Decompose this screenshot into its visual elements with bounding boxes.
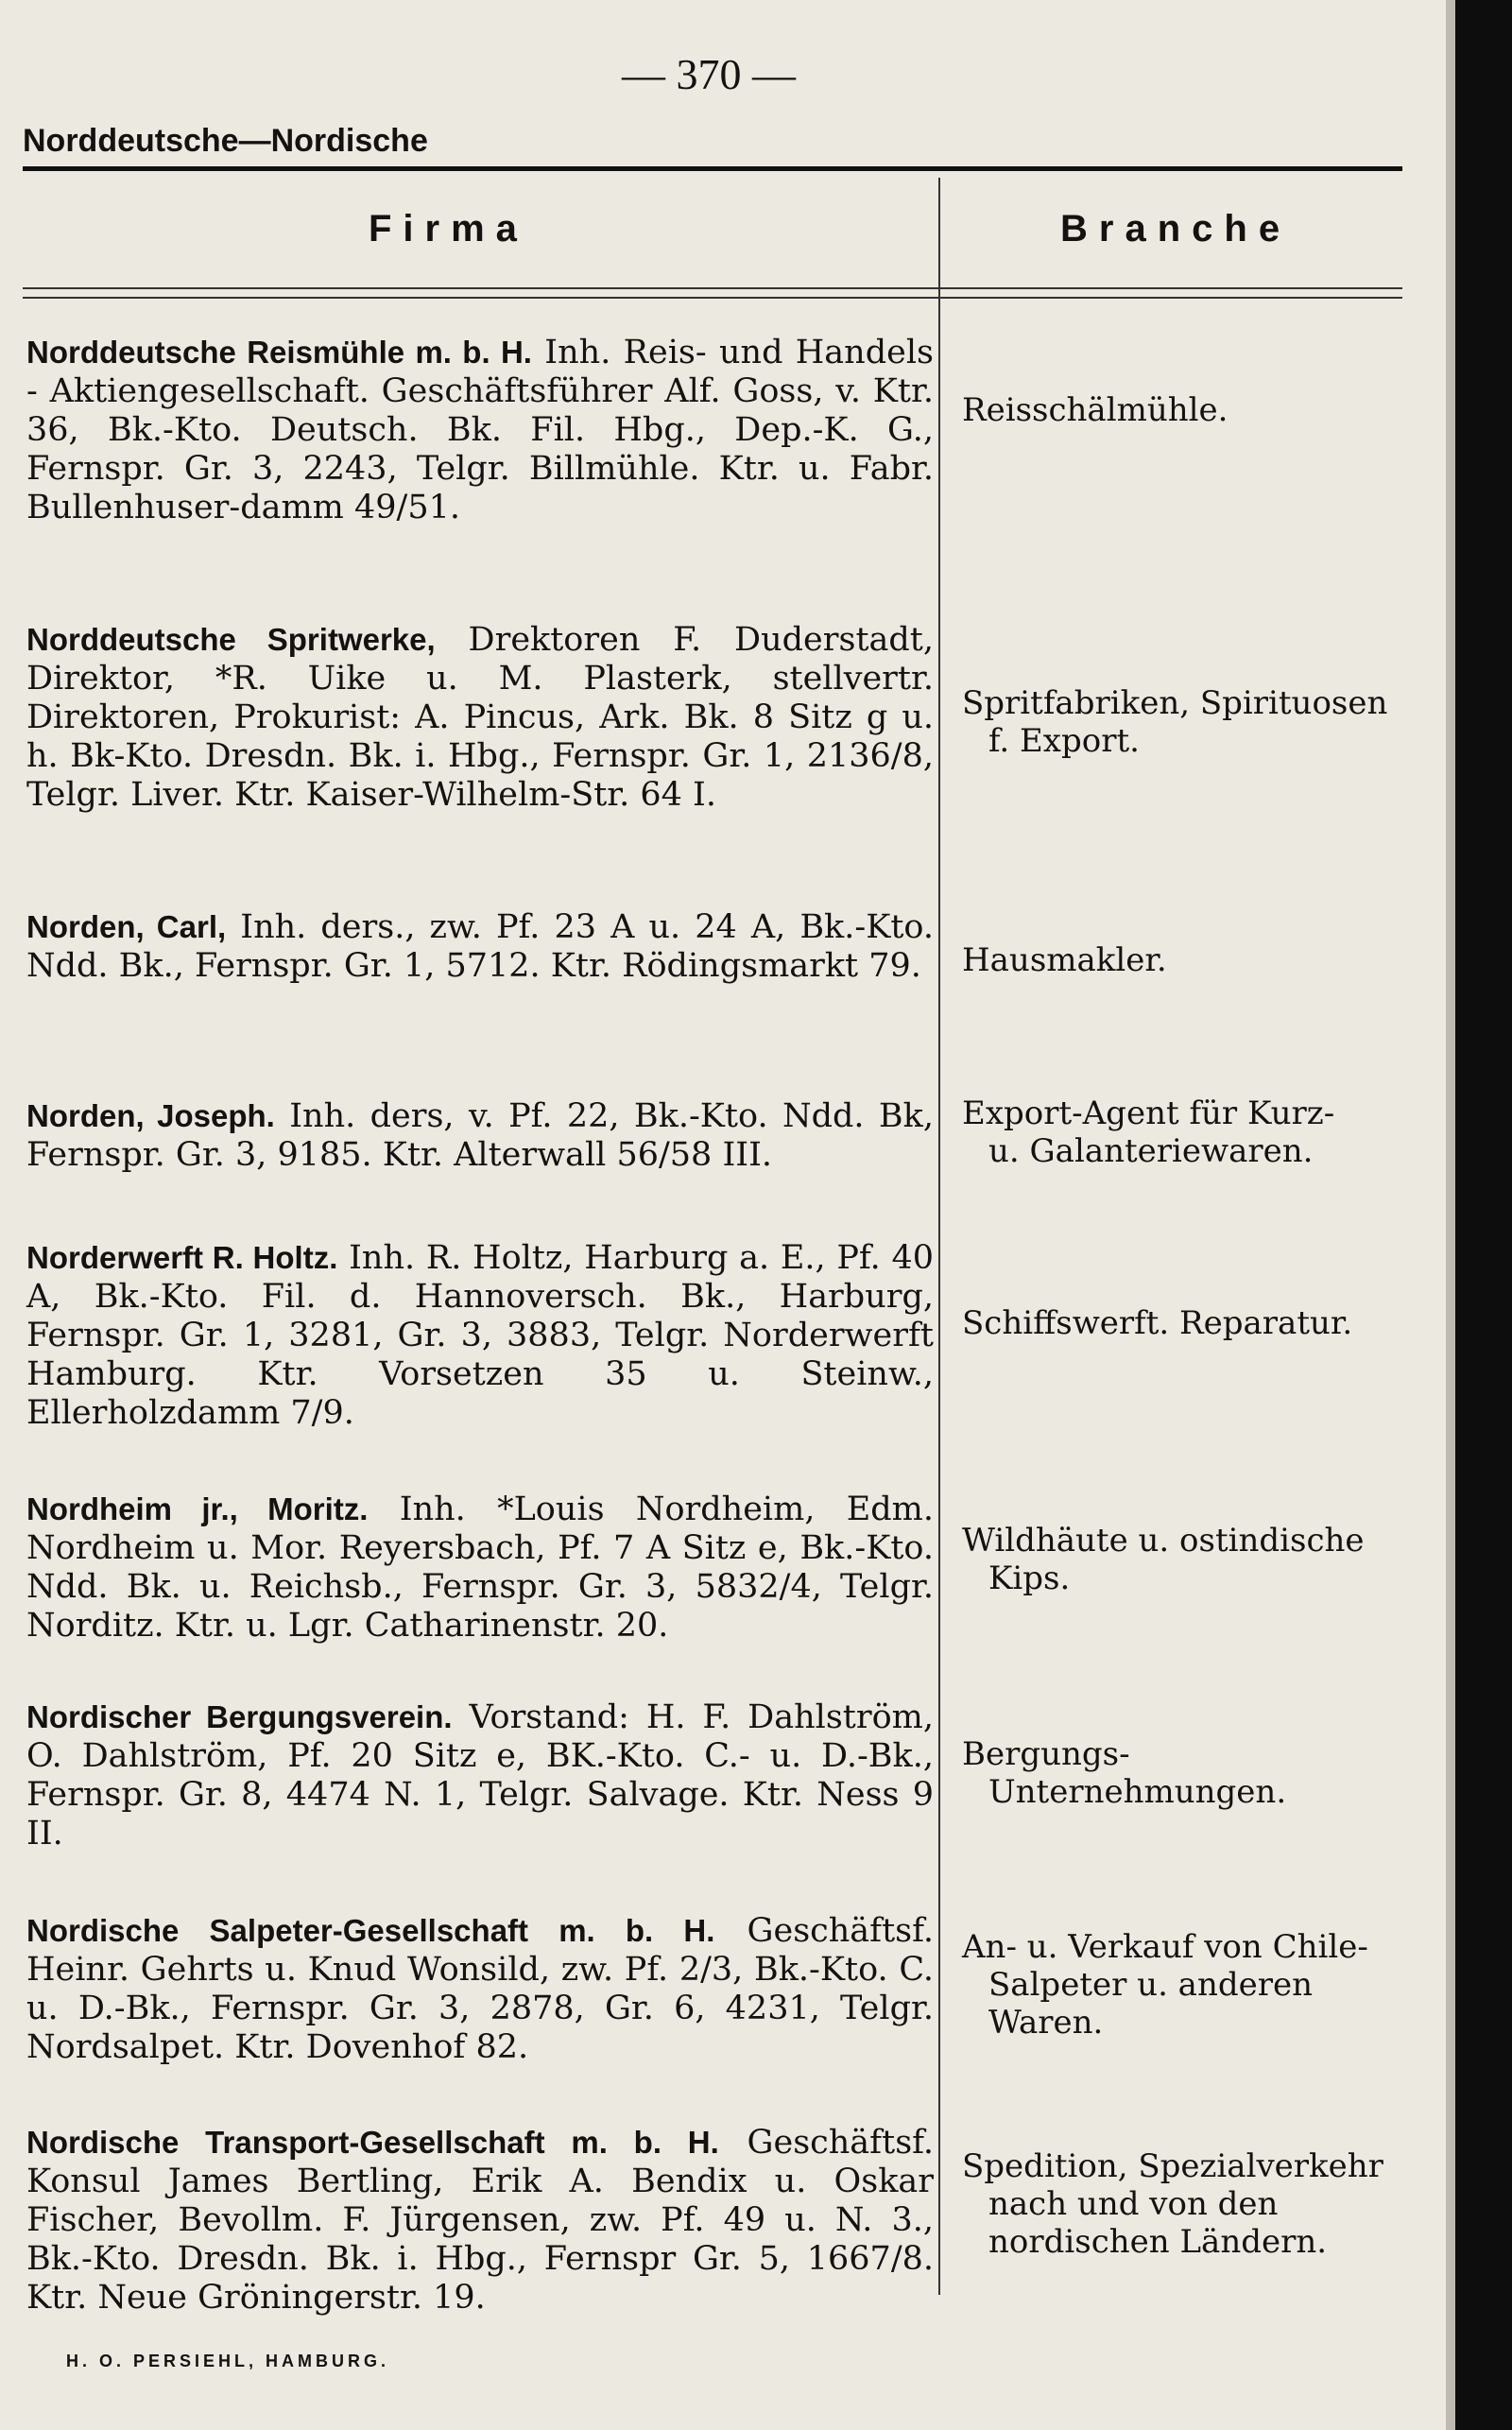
header-rule xyxy=(23,166,1402,171)
entry-nordischer-bergungsverein xyxy=(26,1698,934,1853)
entry-branch-line2: u. Galanteriewaren. xyxy=(988,1132,1314,1170)
entry-details: Geschäftsf. Konsul James Bertling, Erik A. Bendix u. Oskar Fischer, Bevollm. F. Jürgensen, zw. Pf. 49 u. N. 3., Bk.-Kto. Dresdn. Bk. i. Hbg., Fernspr Gr. 5, 1667/8. Ktr. Neue Gröningerstr. 19. xyxy=(26,2124,934,2317)
entry-norden-carl xyxy=(26,907,934,986)
page-gutter xyxy=(1446,0,1455,2430)
entry-firm-text xyxy=(26,333,934,527)
entry-branch-line1: Schiffswerft. Reparatur. xyxy=(962,1304,1353,1342)
entry-name: Nordische Transport-Gesellschaft m. b. H. xyxy=(26,2125,719,2160)
entry-name: Norden, Joseph. xyxy=(26,1098,275,1133)
entry-branch xyxy=(962,391,1418,429)
entry-branch xyxy=(962,1735,1418,1811)
entry-name: Nordheim jr., Moritz. xyxy=(26,1491,369,1526)
printer-imprint: H. O. PERSIEHL, HAMBURG. xyxy=(66,2352,390,2370)
entry-firm-text xyxy=(26,1238,934,1433)
entry-name: Norden, Carl, xyxy=(26,909,227,944)
entry-firm-text xyxy=(26,907,934,986)
entry-branch xyxy=(962,1522,1418,1597)
entry-norddeutsche-spritwerke xyxy=(26,620,934,815)
entry-details: Drektoren F. Duderstadt, Direktor, *R. Uike u. M. Plasterk, stellvertr. Direktoren, Prokurist: A. Pincus, Ark. Bk. 8 Sitz g u. h. Bk-Kto. Dresdn. Bk. i. Hbg., Fernspr. Gr. 1, 2136/8, Telgr. Liver. Ktr. Kaiser-Wilhelm-Str. 64 I. xyxy=(26,621,934,814)
entry-details: Inh. R. Holtz, Harburg a. E., Pf. 40 A, Bk.-Kto. Fil. d. Hannoversch. Bk., Harburg, Fernspr. Gr. 1, 3281, Gr. 3, 3883, Telgr. Norderwerft Hamburg. Ktr. Vorsetzen 35 u. Steinw., Ellerholzdamm 7/9. xyxy=(26,1239,934,1432)
column-header-rule-top xyxy=(23,287,1402,289)
entry-branch-line2: Kips. xyxy=(988,1560,1071,1597)
entry-branch-line2: Unternehmungen. xyxy=(988,1773,1287,1811)
column-header-firm: Firma xyxy=(369,208,528,250)
entry-branch xyxy=(962,2147,1418,2261)
entry-details: Vorstand: H. F. Dahlström, O. Dahlström, Pf. 20 Sitz e, BK.-Kto. C.- u. D.-Bk., Fernspr. Gr. 8, 4474 N. 1, Telgr. Salvage. Ktr. Ness 9 II. xyxy=(26,1698,934,1853)
entry-norden-joseph xyxy=(26,1096,934,1175)
entry-branch xyxy=(962,684,1418,760)
entry-branch xyxy=(962,1928,1418,2042)
entry-name: Norddeutsche Spritwerke, xyxy=(26,622,436,657)
page-number: — 370 — xyxy=(622,50,796,98)
entry-branch-line1: Spritfabriken, Spirituosen xyxy=(962,684,1388,722)
running-head: Norddeutsche—Nordische xyxy=(23,123,428,159)
entry-branch-line1: Hausmakler. xyxy=(962,941,1167,979)
entry-name: Nordische Salpeter-Gesellschaft m. b. H. xyxy=(26,1913,715,1948)
entry-firm-text xyxy=(26,1698,934,1853)
entry-nordheim xyxy=(26,1490,934,1646)
entry-firm-text xyxy=(26,620,934,815)
entry-details: Geschäftsf. Heinr. Gehrts u. Knud Wonsild, zw. Pf. 2/3, Bk.-Kto. C. u. D.-Bk., Fernspr. Gr. 3, 2878, Gr. 6, 4231, Telgr. Nordsalpet. Ktr. Dovenhof 82. xyxy=(26,1912,934,2066)
entry-nordische-transport xyxy=(26,2123,934,2318)
entry-details: Inh. Reis- und Handels - Aktiengesellschaft. Geschäftsführer Alf. Goss, v. Ktr. 36, Bk.-Kto. Deutsch. Bk. Fil. Hbg., Dep.-K. G., Fernspr. Gr. 3, 2243, Telgr. Billmühle. Ktr. u. Fabr. Bullenhuser-damm 49/51. xyxy=(26,334,934,526)
entry-nordische-salpeter xyxy=(26,1911,934,2067)
entry-branch-line1: Spedition, Spezialverkehr xyxy=(962,2147,1383,2185)
entry-norddeutsche-reismuehle xyxy=(26,333,934,527)
entry-branch xyxy=(962,1304,1418,1342)
entry-branch-line1: Bergungs- xyxy=(962,1735,1130,1773)
column-header-rule-bottom xyxy=(23,297,1402,299)
entry-firm-text xyxy=(26,2123,934,2318)
entry-firm-text xyxy=(26,1490,934,1646)
entry-details: Inh. *Louis Nordheim, Edm. Nordheim u. Mor. Reyersbach, Pf. 7 A Sitz e, Bk.-Kto. Ndd. Bk. u. Reichsb., Fernspr. Gr. 3, 5832/4, Telgr. Norditz. Ktr. u. Lgr. Catharinenstr. 20. xyxy=(26,1491,934,1645)
entry-branch-line1: Reisschälmühle. xyxy=(962,391,1228,429)
entry-firm-text xyxy=(26,1096,934,1175)
entry-name: Norderwerft R. Holtz. xyxy=(26,1240,338,1275)
book-edge xyxy=(1455,0,1512,2430)
entry-name: Nordischer Bergungsverein. xyxy=(26,1699,453,1734)
entry-norderwerft xyxy=(26,1238,934,1433)
entry-branch-line2: f. Export. xyxy=(988,722,1140,760)
entry-branch-line2: Salpeter u. anderen Waren. xyxy=(988,1966,1314,2042)
entry-name: Norddeutsche Reismühle m. b. H. xyxy=(26,335,532,370)
entry-details: Inh. ders, v. Pf. 22, Bk.-Kto. Ndd. Bk, Fernspr. Gr. 3, 9185. Ktr. Alterwall 56/58 III. xyxy=(26,1097,934,1174)
entry-branch-line2: nach und von den nordischen Ländern. xyxy=(988,2185,1328,2261)
entry-branch-line1: An- u. Verkauf von Chile- xyxy=(962,1928,1368,1966)
entry-branch-line1: Export-Agent für Kurz- xyxy=(962,1094,1335,1132)
entry-details: Inh. ders., zw. Pf. 23 A u. 24 A, Bk.-Kto. Ndd. Bk., Fernspr. Gr. 1, 5712. Ktr. Rödingsmarkt 79. xyxy=(26,908,934,985)
entry-branch xyxy=(962,941,1418,979)
column-divider xyxy=(938,178,940,2295)
column-header-branch: Branche xyxy=(1060,208,1292,250)
entry-branch-line1: Wildhäute u. ostindische xyxy=(962,1522,1365,1560)
entry-firm-text xyxy=(26,1911,934,2067)
entry-branch xyxy=(962,1094,1418,1170)
